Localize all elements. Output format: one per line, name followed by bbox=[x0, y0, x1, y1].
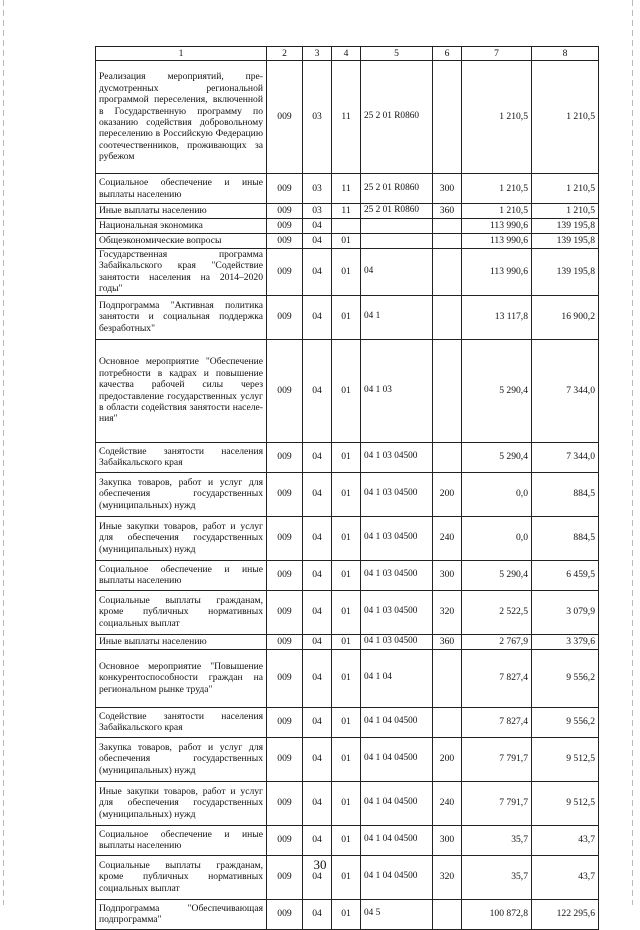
row-amount-year2: 9 512,5 bbox=[532, 781, 599, 825]
row-subsection-code: 01 bbox=[332, 472, 361, 516]
row-amount-year2: 884,5 bbox=[532, 472, 599, 516]
row-amount-year1: 113 990,6 bbox=[462, 219, 532, 234]
row-subsection-code: 01 bbox=[332, 649, 361, 707]
row-amount-year2: 43,7 bbox=[532, 825, 599, 855]
header-col-5: 5 bbox=[361, 47, 433, 61]
row-target-article: 04 1 04 04500 bbox=[361, 825, 433, 855]
row-grbs-code: 009 bbox=[267, 234, 303, 249]
row-expense-type: 300 bbox=[433, 174, 462, 204]
row-grbs-code: 009 bbox=[267, 560, 303, 590]
row-grbs-code: 009 bbox=[267, 339, 303, 442]
row-subsection-code: 01 bbox=[332, 339, 361, 442]
header-col-2: 2 bbox=[267, 47, 303, 61]
row-grbs-code: 009 bbox=[267, 472, 303, 516]
row-section-code: 04 bbox=[303, 649, 332, 707]
row-amount-year1: 2 522,5 bbox=[462, 590, 532, 634]
row-grbs-code: 009 bbox=[267, 634, 303, 649]
row-section-code: 03 bbox=[303, 204, 332, 219]
row-expense-type bbox=[433, 899, 462, 929]
row-amount-year1: 1 210,5 bbox=[462, 204, 532, 219]
row-amount-year2: 3 379,6 bbox=[532, 634, 599, 649]
row-name: Реализация мероприятий, предусмотренных региональной программой переселения, включенной в Государственную программу по оказанию содействия добровольному переселению в Российскую Федерацию соотечественников, проживающих за рубежом bbox=[96, 61, 267, 174]
row-grbs-code: 009 bbox=[267, 249, 303, 296]
row-name: Государственная программа Забайкальского края "Содействие занятости населения на 2014–2020 годы" bbox=[96, 249, 267, 296]
row-name: Иные закупки товаров, работ и услуг для обеспечения государственных (муниципальных) нужд bbox=[96, 781, 267, 825]
row-section-code: 04 bbox=[303, 249, 332, 296]
row-expense-type bbox=[433, 249, 462, 296]
row-amount-year1: 5 290,4 bbox=[462, 560, 532, 590]
row-grbs-code: 009 bbox=[267, 295, 303, 339]
row-name: Социальное обеспечение и иные выплаты населению bbox=[96, 825, 267, 855]
row-grbs-code: 009 bbox=[267, 204, 303, 219]
row-name: Социальное обеспечение и иные выплаты населению bbox=[96, 560, 267, 590]
table-row bbox=[96, 204, 599, 219]
row-target-article: 04 1 bbox=[361, 295, 433, 339]
row-grbs-code: 009 bbox=[267, 590, 303, 634]
row-amount-year1: 0,0 bbox=[462, 472, 532, 516]
row-target-article: 04 1 03 bbox=[361, 339, 433, 442]
row-section-code: 04 bbox=[303, 219, 332, 234]
row-name: Иные выплаты населению bbox=[96, 634, 267, 649]
budget-table bbox=[95, 46, 599, 930]
row-section-code: 04 bbox=[303, 234, 332, 249]
table-row bbox=[96, 61, 599, 174]
row-section-code: 04 bbox=[303, 295, 332, 339]
row-subsection-code: 01 bbox=[332, 855, 361, 899]
page-number: 30 bbox=[313, 857, 327, 872]
row-name: Содействие занятости населения Забайкальского края bbox=[96, 707, 267, 737]
row-section-code: 04 bbox=[303, 472, 332, 516]
row-grbs-code: 009 bbox=[267, 219, 303, 234]
row-amount-year1: 113 990,6 bbox=[462, 249, 532, 296]
table-body bbox=[96, 61, 599, 930]
row-name: Содействие занятости населения Забайкальского края bbox=[96, 442, 267, 472]
row-expense-type bbox=[433, 442, 462, 472]
row-target-article: 25 2 01 R0860 bbox=[361, 204, 433, 219]
row-grbs-code: 009 bbox=[267, 442, 303, 472]
table-row bbox=[96, 634, 599, 649]
row-subsection-code: 01 bbox=[332, 590, 361, 634]
row-target-article: 04 1 03 04500 bbox=[361, 516, 433, 560]
row-subsection-code: 01 bbox=[332, 295, 361, 339]
row-target-article: 04 1 04 04500 bbox=[361, 781, 433, 825]
row-name: Подпрограмма "Обеспечивающая подпрограмма" bbox=[96, 899, 267, 929]
row-section-code: 04 bbox=[303, 339, 332, 442]
table-row bbox=[96, 249, 599, 296]
row-amount-year2: 139 195,8 bbox=[532, 219, 599, 234]
row-subsection-code bbox=[332, 219, 361, 234]
row-grbs-code: 009 bbox=[267, 516, 303, 560]
row-name: Иные закупки товаров, работ и услуг для обеспечения государственных (муниципальных) нужд bbox=[96, 516, 267, 560]
row-subsection-code: 01 bbox=[332, 442, 361, 472]
row-expense-type bbox=[433, 295, 462, 339]
page-edge-left bbox=[3, 0, 4, 905]
table-row bbox=[96, 560, 599, 590]
row-subsection-code: 01 bbox=[332, 560, 361, 590]
row-section-code: 04 bbox=[303, 590, 332, 634]
row-amount-year1: 7 827,4 bbox=[462, 649, 532, 707]
row-section-code: 03 bbox=[303, 61, 332, 174]
row-amount-year2: 122 295,6 bbox=[532, 899, 599, 929]
row-subsection-code: 01 bbox=[332, 737, 361, 781]
row-subsection-code: 01 bbox=[332, 249, 361, 296]
row-amount-year2: 43,7 bbox=[532, 855, 599, 899]
row-section-code: 04 bbox=[303, 781, 332, 825]
table-row bbox=[96, 649, 599, 707]
row-name: Социальные выплаты гражданам, кроме публичных нормативных социальных выплат bbox=[96, 855, 267, 899]
row-amount-year1: 7 791,7 bbox=[462, 781, 532, 825]
row-target-article: 04 1 03 04500 bbox=[361, 590, 433, 634]
row-section-code: 03 bbox=[303, 174, 332, 204]
row-amount-year1: 2 767,9 bbox=[462, 634, 532, 649]
row-target-article: 04 1 04 04500 bbox=[361, 707, 433, 737]
row-amount-year1: 7 791,7 bbox=[462, 737, 532, 781]
row-target-article: 04 1 04 04500 bbox=[361, 737, 433, 781]
row-name: Закупка товаров, работ и услуг для обеспечения государственных (муниципальных) нужд bbox=[96, 737, 267, 781]
table-row bbox=[96, 899, 599, 929]
row-section-code: 04 bbox=[303, 899, 332, 929]
row-amount-year2: 7 344,0 bbox=[532, 442, 599, 472]
row-target-article: 25 2 01 R0860 bbox=[361, 174, 433, 204]
row-subsection-code: 11 bbox=[332, 61, 361, 174]
page-edge-right bbox=[632, 0, 633, 905]
row-subsection-code: 01 bbox=[332, 781, 361, 825]
row-subsection-code: 01 bbox=[332, 516, 361, 560]
row-expense-type bbox=[433, 707, 462, 737]
row-target-article: 04 1 04 bbox=[361, 649, 433, 707]
row-amount-year2: 884,5 bbox=[532, 516, 599, 560]
row-amount-year2: 1 210,5 bbox=[532, 174, 599, 204]
table-row bbox=[96, 825, 599, 855]
row-amount-year2: 16 900,2 bbox=[532, 295, 599, 339]
row-target-article: 04 1 04 04500 bbox=[361, 855, 433, 899]
row-expense-type: 360 bbox=[433, 634, 462, 649]
row-target-article bbox=[361, 219, 433, 234]
row-amount-year1: 13 117,8 bbox=[462, 295, 532, 339]
row-section-code: 04 bbox=[303, 737, 332, 781]
row-target-article: 04 bbox=[361, 249, 433, 296]
row-name: Подпрограмма "Активная политика занятости и социальная поддержка безработных" bbox=[96, 295, 267, 339]
row-expense-type: 320 bbox=[433, 590, 462, 634]
row-amount-year1: 7 827,4 bbox=[462, 707, 532, 737]
header-col-4: 4 bbox=[332, 47, 361, 61]
table-row bbox=[96, 707, 599, 737]
row-amount-year1: 5 290,4 bbox=[462, 339, 532, 442]
row-target-article: 04 1 03 04500 bbox=[361, 472, 433, 516]
row-expense-type: 320 bbox=[433, 855, 462, 899]
row-name: Иные выплаты населению bbox=[96, 204, 267, 219]
row-subsection-code: 01 bbox=[332, 634, 361, 649]
row-amount-year1: 0,0 bbox=[462, 516, 532, 560]
row-expense-type: 240 bbox=[433, 516, 462, 560]
row-name: Национальная экономика bbox=[96, 219, 267, 234]
row-subsection-code: 01 bbox=[332, 707, 361, 737]
row-amount-year2: 9 512,5 bbox=[532, 737, 599, 781]
row-expense-type: 300 bbox=[433, 825, 462, 855]
row-amount-year2: 7 344,0 bbox=[532, 339, 599, 442]
row-amount-year2: 1 210,5 bbox=[532, 61, 599, 174]
table-row bbox=[96, 174, 599, 204]
row-amount-year2: 9 556,2 bbox=[532, 707, 599, 737]
row-expense-type: 300 bbox=[433, 560, 462, 590]
row-name: Основное мероприятие "Обеспечение потребности в кадрах и повышение качества рабочей силы через предоставление государственных услуг в области содействия занятости населения" bbox=[96, 339, 267, 442]
header-col-7: 7 bbox=[462, 47, 532, 61]
table-row bbox=[96, 219, 599, 234]
row-section-code: 04 bbox=[303, 560, 332, 590]
row-amount-year1: 35,7 bbox=[462, 855, 532, 899]
row-amount-year1: 100 872,8 bbox=[462, 899, 532, 929]
row-subsection-code: 01 bbox=[332, 825, 361, 855]
table-row bbox=[96, 516, 599, 560]
row-grbs-code: 009 bbox=[267, 649, 303, 707]
row-target-article: 04 1 03 04500 bbox=[361, 634, 433, 649]
row-target-article bbox=[361, 234, 433, 249]
row-subsection-code: 01 bbox=[332, 234, 361, 249]
row-target-article: 04 1 03 04500 bbox=[361, 442, 433, 472]
row-grbs-code: 009 bbox=[267, 737, 303, 781]
row-subsection-code: 01 bbox=[332, 899, 361, 929]
table-row bbox=[96, 472, 599, 516]
row-target-article: 25 2 01 R0860 bbox=[361, 61, 433, 174]
row-name: Социальное обеспечение и иные выплаты населению bbox=[96, 174, 267, 204]
table-row bbox=[96, 442, 599, 472]
row-name: Основное мероприятие "Повышение конкурентоспособности граждан на региональном рынке труда" bbox=[96, 649, 267, 707]
row-target-article: 04 1 03 04500 bbox=[361, 560, 433, 590]
table-row bbox=[96, 234, 599, 249]
row-amount-year2: 1 210,5 bbox=[532, 204, 599, 219]
row-grbs-code: 009 bbox=[267, 825, 303, 855]
row-amount-year1: 1 210,5 bbox=[462, 61, 532, 174]
row-expense-type: 240 bbox=[433, 781, 462, 825]
row-subsection-code: 11 bbox=[332, 204, 361, 219]
header-col-3: 3 bbox=[303, 47, 332, 61]
row-amount-year1: 35,7 bbox=[462, 825, 532, 855]
table-row bbox=[96, 737, 599, 781]
row-section-code: 04 bbox=[303, 855, 332, 899]
row-expense-type: 360 bbox=[433, 204, 462, 219]
row-grbs-code: 009 bbox=[267, 174, 303, 204]
row-grbs-code: 009 bbox=[267, 855, 303, 899]
row-section-code: 04 bbox=[303, 825, 332, 855]
row-grbs-code: 009 bbox=[267, 61, 303, 174]
row-section-code: 04 bbox=[303, 707, 332, 737]
row-subsection-code: 11 bbox=[332, 174, 361, 204]
header-col-6: 6 bbox=[433, 47, 462, 61]
row-amount-year1: 1 210,5 bbox=[462, 174, 532, 204]
row-section-code: 04 bbox=[303, 634, 332, 649]
row-expense-type bbox=[433, 61, 462, 174]
row-name: Общеэкономические вопросы bbox=[96, 234, 267, 249]
row-expense-type bbox=[433, 649, 462, 707]
row-target-article: 04 5 bbox=[361, 899, 433, 929]
header-col-8: 8 bbox=[532, 47, 599, 61]
table-row bbox=[96, 781, 599, 825]
row-section-code: 04 bbox=[303, 516, 332, 560]
row-expense-type: 200 bbox=[433, 737, 462, 781]
row-name: Социальные выплаты гражданам, кроме публичных нормативных социальных выплат bbox=[96, 590, 267, 634]
row-amount-year2: 3 079,9 bbox=[532, 590, 599, 634]
row-amount-year1: 5 290,4 bbox=[462, 442, 532, 472]
row-amount-year2: 139 195,8 bbox=[532, 249, 599, 296]
table-row bbox=[96, 295, 599, 339]
row-section-code: 04 bbox=[303, 442, 332, 472]
table-row bbox=[96, 590, 599, 634]
row-amount-year2: 9 556,2 bbox=[532, 649, 599, 707]
row-expense-type bbox=[433, 234, 462, 249]
row-expense-type bbox=[433, 219, 462, 234]
row-expense-type bbox=[433, 339, 462, 442]
row-expense-type: 200 bbox=[433, 472, 462, 516]
row-grbs-code: 009 bbox=[267, 899, 303, 929]
row-grbs-code: 009 bbox=[267, 707, 303, 737]
table-row bbox=[96, 339, 599, 442]
row-name: Закупка товаров, работ и услуг для обеспечения государственных (муниципальных) нужд bbox=[96, 472, 267, 516]
table-header-row bbox=[96, 47, 599, 61]
header-col-1: 1 bbox=[96, 47, 267, 61]
row-amount-year2: 139 195,8 bbox=[532, 234, 599, 249]
row-amount-year2: 6 459,5 bbox=[532, 560, 599, 590]
row-grbs-code: 009 bbox=[267, 781, 303, 825]
row-amount-year1: 113 990,6 bbox=[462, 234, 532, 249]
